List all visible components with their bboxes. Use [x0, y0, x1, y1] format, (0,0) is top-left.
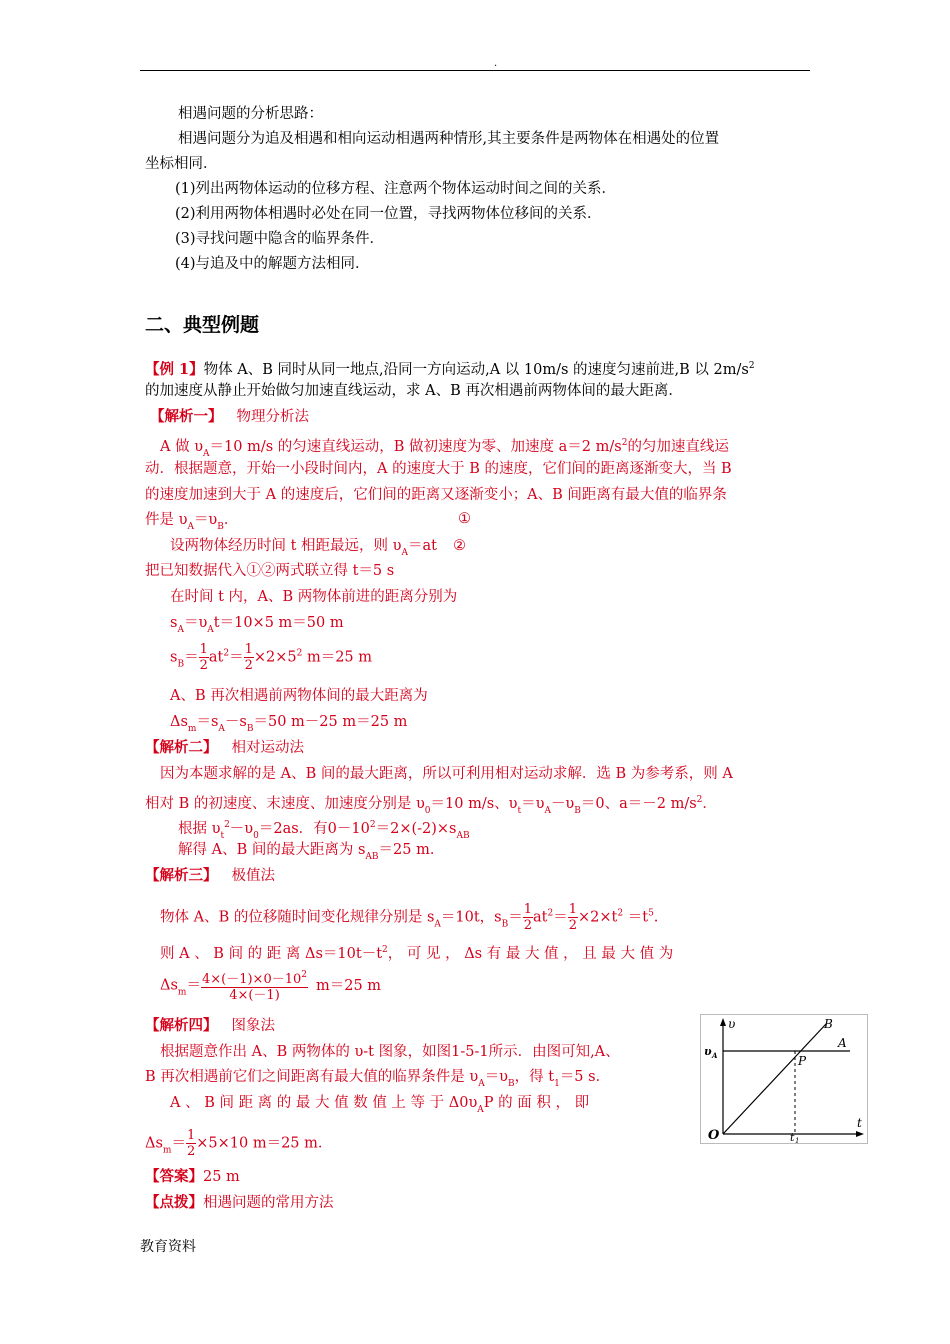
sol1-line-3: 的速度加速到大于 A 的速度后，它们间的距离又逐渐变小；A、B 间距离有最大值的临界条 — [145, 487, 727, 503]
sol1-sub: B — [217, 522, 224, 532]
header-rule — [140, 70, 810, 71]
fraction-num: 4×(－1)×0－10 — [201, 972, 302, 987]
sol2-tag: 【解析二】 — [145, 739, 218, 756]
sol2-sup: 2 — [369, 820, 376, 830]
sol3-text: m＝25 m — [316, 977, 382, 994]
sol3-sub: m — [177, 987, 187, 998]
fraction-den: 2 — [244, 658, 253, 673]
sol1-sub: A — [401, 548, 408, 558]
sol4-line-4 — [145, 1128, 332, 1161]
fraction-den: 2 — [523, 918, 533, 933]
sol3-sup: 5 — [648, 908, 654, 919]
sol2-sup: 2 — [224, 820, 230, 830]
sol4-sub: A — [478, 1079, 485, 1089]
sol4-text: ×5×10 m＝25 m． — [196, 1135, 333, 1152]
sol1-text: ＝ — [184, 649, 199, 666]
sol4-text: Δs — [145, 1135, 163, 1152]
va-label-sub: A — [712, 1051, 718, 1060]
sol3-text: ， 可 见 ， Δs 有 最 大 值 ， 且 最 大 值 为 — [387, 946, 674, 962]
circle-2: ② — [452, 538, 466, 554]
sol3-text: ×2×t — [578, 909, 618, 926]
sol1-sub: A — [177, 625, 184, 635]
sol4-tag: 【解析四】 — [145, 1017, 218, 1034]
sol3-text: ＝ — [508, 909, 523, 926]
sol2-text: 根据 υ — [178, 821, 221, 837]
sol1-sup: 2 — [296, 648, 303, 659]
sol1-text: s — [170, 649, 178, 666]
sol3-tag: 【解析三】 — [145, 867, 218, 884]
sol4-line-1: 根据题意作出 A、B 两物体的 υ-t 图象，如图1-5-1所示．由图可知,A、 — [160, 1044, 620, 1060]
sol1-text: －s — [224, 714, 247, 730]
sol4-line-2 — [145, 1067, 610, 1094]
sol1-text: ＝50 m－25 m＝25 m — [253, 714, 408, 730]
line-b-label: B — [824, 1017, 833, 1031]
sol2-text: ＝0、a＝－2 m/s — [580, 796, 697, 812]
sol2-text: ＝10 m/s、υ — [430, 796, 518, 812]
sol3-text: at — [533, 909, 548, 926]
footer-text: 教育资料 — [140, 1239, 196, 1255]
sol1-line-8 — [170, 613, 344, 640]
graph-frame — [701, 1015, 868, 1144]
sol2-text: ＝υ — [521, 796, 545, 812]
fraction-den: 2 — [186, 1144, 196, 1159]
sol1-text: ＝at — [407, 538, 437, 554]
sol3-sup: 2 — [547, 908, 554, 919]
sol3-text: 则 A 、 B 间 的 距 离 Δs＝10t－t — [160, 946, 383, 962]
sol1-sub: B — [246, 724, 254, 734]
sol2-line-4 — [178, 840, 444, 867]
sol1-method: 物理分析法 — [236, 409, 309, 425]
intro-para-1b: 坐标相同． — [145, 156, 218, 172]
sol1-text: ＝υ — [183, 615, 208, 631]
sol1-text: 设两物体经历时间 t 相距最远，则 υ — [170, 538, 402, 554]
intro-step-2: (2)利用两物体相遇时必处在同一位置，寻找两物体位移间的关系． — [175, 206, 602, 222]
intro-step-3: (3)寻找问题中隐含的临界条件． — [175, 231, 385, 247]
answer-tag: 【答案】 — [145, 1168, 203, 1185]
fraction-num: 1 — [244, 642, 253, 657]
t1-label: t — [790, 1131, 795, 1144]
sol3-heading — [145, 866, 275, 886]
va-label: υ — [704, 1045, 712, 1058]
sol1-sup: 2 — [223, 648, 230, 659]
fraction-half — [244, 642, 254, 673]
intro-para-1a: 相遇问题分为追及相遇和相向运动相遇两种情形,其主要条件是两物体在相遇处的位置 — [178, 131, 720, 147]
sol3-sup: 2 — [382, 945, 388, 955]
example-line-2: 的加速度从静止开始做匀加速直线运动，求 A、B 再次相遇前两物体间的最大距离． — [145, 383, 683, 399]
sol1-text: ＝ — [229, 649, 244, 666]
sol4-text: ＝ — [171, 1135, 186, 1152]
sol3-sub: A — [434, 919, 441, 930]
fraction-extreme — [201, 968, 308, 1003]
sol4-text: ＝5 s． — [559, 1069, 611, 1085]
sol1-sub: A — [207, 625, 214, 635]
sol2-text: －υ — [550, 796, 575, 812]
sol1-sub: m — [187, 724, 197, 734]
sol3-text: ＝ — [186, 977, 201, 994]
y-axis-label: υ — [728, 1017, 736, 1031]
sol1-text: ＝10 m/s 的匀速直线运动，B 做初速度为零、加速度 a＝2 m/s — [209, 439, 622, 455]
sol1-sub: A — [187, 522, 194, 532]
sol2-text: ＝2as．有0－10 — [258, 821, 370, 837]
section-title: 二、典型例题 — [145, 314, 260, 336]
sol2-text: ＝25 m． — [378, 842, 445, 858]
sol2-text: 解得 A、B 间的最大距离为 s — [178, 842, 366, 858]
intro-step-4: (4)与追及中的解题方法相同． — [175, 256, 370, 272]
sol3-line-1 — [160, 902, 658, 935]
sol3-method: 极值法 — [231, 868, 275, 884]
sol2-sub: 0 — [424, 806, 431, 816]
fraction-num: 1 — [199, 642, 208, 657]
sol1-heading — [150, 407, 309, 427]
point-p-label: P — [798, 1054, 807, 1068]
sol4-heading — [145, 1016, 275, 1036]
fraction-num: 1 — [568, 902, 578, 917]
sol1-line-4 — [145, 510, 238, 537]
sol2-method: 相对运动法 — [231, 740, 304, 756]
sol1-line-5 — [170, 536, 466, 563]
sol2-text: 相对 B 的初速度、末速度、加速度分别是 υ — [145, 796, 425, 812]
sol2-heading — [145, 738, 304, 758]
x-axis-label: t — [857, 1116, 862, 1130]
sol3-text: ＝ — [553, 909, 568, 926]
sol2-sub: 0 — [253, 831, 259, 841]
sol1-text: m＝25 m — [302, 649, 373, 666]
answer-value: 25 m — [203, 1169, 240, 1185]
sol3-sup: 2 — [301, 970, 307, 980]
fraction-num: 1 — [523, 902, 533, 917]
sol4-sub: A — [477, 1105, 484, 1115]
sol2-sub: AB — [456, 831, 470, 841]
sol2-sub: A — [544, 806, 551, 816]
note-tag: 【点拨】 — [145, 1194, 203, 1211]
sol3-text: . — [653, 909, 659, 926]
sol2-line-1: 因为本题求解的是 A、B 间的最大距离，所以可利用相对运动求解．选 B 为参考系，则 A — [160, 766, 733, 782]
sol4-method: 图象法 — [231, 1018, 275, 1034]
fraction-half — [568, 902, 578, 933]
sol2-text: －υ — [229, 821, 254, 837]
sol1-text: A 做 υ — [160, 439, 204, 455]
fraction-half — [186, 1128, 196, 1159]
sol4-text: A 、 B 间 距 离 的 最 大 值 数 值 上 等 于 Δ0υ — [170, 1095, 478, 1111]
sol2-sub: t — [517, 806, 522, 816]
sol2-text: ． — [702, 796, 717, 812]
sol1-tag: 【解析一】 — [150, 408, 223, 425]
sol4-text: ＝υ — [484, 1069, 509, 1085]
sol1-text: ． — [223, 512, 239, 528]
sol4-line-3 — [170, 1093, 589, 1120]
note-line — [145, 1193, 334, 1213]
sol3-text: Δs — [160, 977, 178, 994]
sol1-line-10: A、B 再次相遇前两物体间的最大距离为 — [170, 688, 428, 704]
sol1-text: at — [208, 649, 224, 666]
sol2-sub: AB — [365, 852, 379, 862]
vt-graph — [700, 1014, 868, 1144]
sol2-sup: 2 — [696, 795, 703, 805]
fraction-num: 1 — [186, 1128, 196, 1143]
sol3-text: ＝t — [623, 909, 649, 926]
fraction-den: 4×(－1) — [229, 988, 280, 1003]
sol4-sub: 1 — [554, 1079, 560, 1089]
sol2-sub: B — [574, 806, 581, 816]
fraction-half — [523, 902, 533, 933]
sol1-sub: B — [177, 659, 185, 670]
line-a-label: A — [838, 1036, 847, 1050]
sol1-sub: A — [203, 449, 210, 459]
sol2-text: ＝2×(-2)×s — [375, 821, 457, 837]
sol1-text: ×2×5 — [253, 649, 297, 666]
fraction-half — [199, 642, 209, 673]
sol1-line-2: 动．根据题意，开始一小段时间内，A 的速度大于 B 的速度，它们间的距离逐渐变大，当 B — [145, 461, 732, 477]
sol1-line-7: 在时间 t 内，A、B 两物体前进的距离分别为 — [170, 589, 458, 605]
example-line-1 — [145, 356, 755, 380]
sol1-text: s — [170, 615, 178, 631]
sol4-text: ，得 t — [514, 1069, 555, 1085]
sol1-text: ＝υ — [193, 512, 218, 528]
t1-label-sub: 1 — [795, 1137, 800, 1144]
header-dot: . — [494, 58, 498, 69]
sol1-line-9 — [170, 642, 372, 675]
sol3-line-2 — [160, 940, 673, 964]
intro-step-1: (1)列出两物体运动的位移方程、注意两个物体运动时间之间的关系． — [175, 181, 617, 197]
sol1-text: Δs — [170, 714, 188, 730]
answer-line — [145, 1167, 240, 1187]
sol4-sub: B — [508, 1079, 515, 1089]
intro-title: 相遇问题的分析思路： — [178, 106, 323, 122]
sol1-text: t＝10×5 m＝50 m — [213, 615, 344, 631]
sol1-sup: 2 — [621, 438, 628, 448]
sol3-text: 物体 A、B 的位移随时间变化规律分别是 s — [160, 909, 435, 926]
sol1-text: 的匀加速直线运 — [627, 439, 729, 455]
sol4-text: B 再次相遇前它们之间距离有最大值的临界条件是 υ — [145, 1069, 479, 1085]
sol1-text: 件是 υ — [145, 512, 188, 528]
sol3-sup: 2 — [617, 908, 624, 919]
sol4-text: P 的 面 积 ， 即 — [483, 1095, 590, 1111]
fraction-den: 2 — [568, 918, 578, 933]
sol3-text: ＝10t，s — [440, 909, 502, 926]
fraction-den: 2 — [199, 658, 208, 673]
sol3-sub: B — [501, 919, 509, 930]
sol1-text: ＝s — [196, 714, 219, 730]
sol2-sub: t — [220, 831, 225, 841]
sol1-line-6: 把已知数据代入①②两式联立得 t＝5 s — [145, 563, 395, 579]
example-text-1: 物体 A、B 同时从同一地点,沿同一方向运动,A 以 10m/s 的速度匀速前进,B 以 2m/s — [203, 362, 749, 378]
example-tag: 【例 1】 — [145, 361, 204, 378]
example-sup: 2 — [748, 361, 755, 371]
sol3-line-3 — [160, 968, 381, 1003]
sol1-sub: A — [218, 724, 225, 734]
note-value: 相遇问题的常用方法 — [203, 1195, 334, 1211]
sol4-sub: m — [162, 1145, 172, 1156]
origin-label: O — [708, 1128, 720, 1143]
circle-1: ① — [458, 511, 471, 527]
sol1-line-11 — [170, 712, 407, 739]
